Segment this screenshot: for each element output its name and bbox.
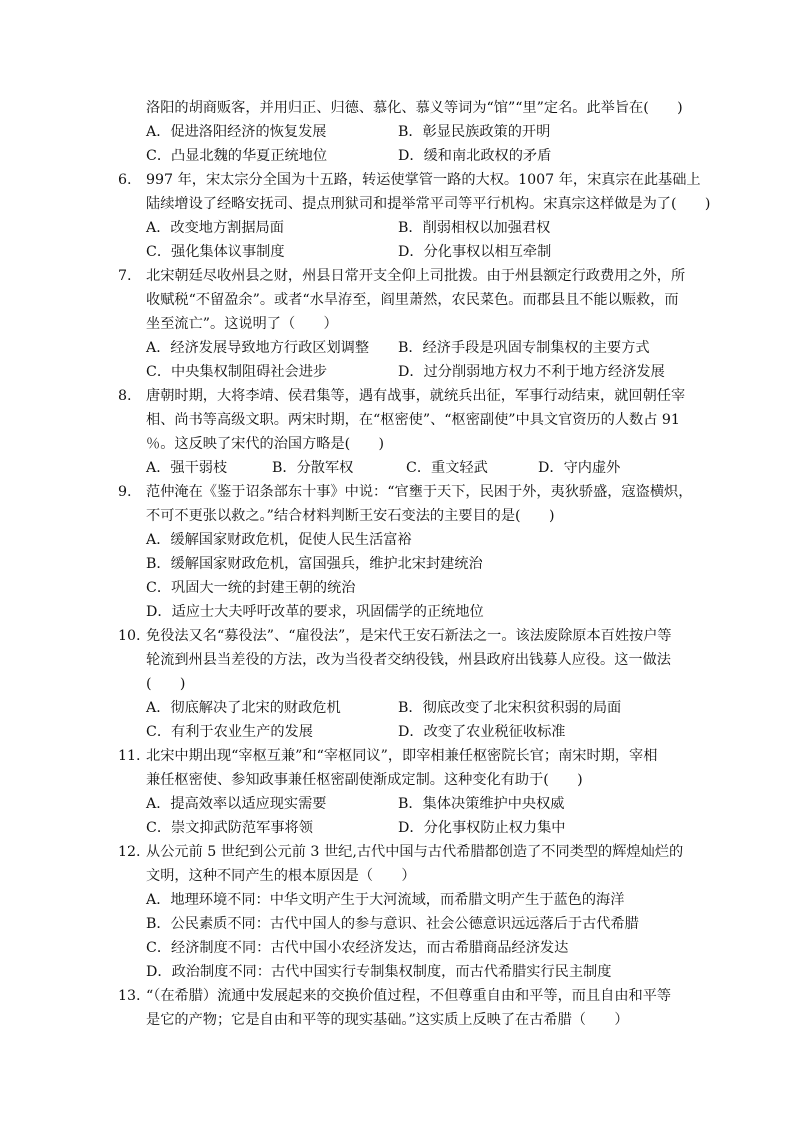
question-stem-line: 北宋中期出现“宰枢互兼”和“宰枢同议”，即宰相兼任枢密院长官；南宋时期，宰相 [146, 748, 658, 764]
question-stem-line: 范仲淹在《鉴于诏条部东十事》中说：“官壅于天下，民困于外，夷狄骄盛，寇盗横炽， [146, 484, 693, 500]
option-row [118, 360, 678, 384]
option-d[interactable]: D．适应士大夫呼吁改革的要求，巩固儒学的正统地位 [146, 604, 484, 620]
option-d[interactable]: D．缓和南北政权的矛盾 [398, 148, 552, 164]
option-c[interactable]: C．凸显北魏的华夏正统地位 [146, 148, 328, 164]
question-stem-line: 从公元前 5 世纪到公元前 3 世纪,古代中国与古代希腊都创造了不同类型的辉煌灿烂的 [146, 844, 684, 860]
question-7 [118, 264, 686, 384]
option-row [118, 792, 678, 816]
option-d[interactable]: D．过分削弱地方权力不利于地方经济发展 [398, 364, 665, 380]
question-10 [118, 624, 678, 744]
option-b[interactable]: B．削弱相权以加强君权 [398, 220, 551, 236]
option-b[interactable]: B．集体决策维护中央权威 [398, 796, 565, 812]
option-row [118, 144, 678, 168]
question-number: 9. [118, 484, 132, 500]
option-c[interactable]: C．崇文抑武防范军事将领 [146, 820, 313, 836]
option-row [118, 816, 678, 840]
option-c[interactable]: C．有利于农业生产的发展 [146, 724, 313, 740]
option-c[interactable]: C．经济制度不同：古代中国小农经济发达，而古希腊商品经济发达 [146, 940, 569, 956]
question-number: 11. [118, 748, 141, 764]
question-stem-line: ( ) [146, 676, 186, 692]
question-stem-line: 北宋朝廷尽收州县之财，州县日常开支全仰上司批拨。由于州县额定行政费用之外，所 [146, 268, 686, 284]
option-row [118, 216, 678, 240]
question-11 [118, 744, 678, 840]
option-row [118, 336, 678, 360]
option-d[interactable]: D．分化事权以相互牵制 [398, 244, 552, 260]
question-stem-line: 兼任枢密使、参知政事兼任枢密副使渐成定制。这种变化有助于( ) [146, 772, 583, 788]
question-number: 12. [118, 844, 141, 860]
question-stem-line: 唐朝时期，大将李靖、侯君集等，遇有战事，就统兵出征，军事行动结束，就回朝任宰 [146, 388, 686, 404]
option-a[interactable]: A．地理环境不同：中华文明产生于大河流域，而希腊文明产生于蓝色的海洋 [146, 892, 625, 908]
option-row [118, 720, 678, 744]
question-stem-line: 997 年，宋太宗分全国为十五路，转运使掌管一路的大权。1007 年，宋真宗在此基础上 [146, 172, 701, 188]
question-stem-line: ％。这反映了宋代的治国方略是( ) [146, 436, 385, 452]
question-13 [118, 984, 678, 1032]
option-row [118, 456, 678, 480]
option-a[interactable]: A．彻底解决了北宋的财政危机 [146, 700, 341, 716]
question-12 [118, 840, 684, 984]
question-stem-line: 陆续增设了经略安抚司、提点刑狱司和提举常平司等平行机构。宋真宗这样做是为了( ) [146, 196, 711, 212]
option-a[interactable]: A．改变地方割据局面 [146, 220, 284, 236]
question-8 [118, 384, 686, 480]
option-b[interactable]: B．公民素质不同：古代中国人的参与意识、社会公德意识远远落后于古代希腊 [146, 916, 639, 932]
option-c[interactable]: C．强化集体议事制度 [146, 244, 285, 260]
option-d[interactable]: D．改变了农业税征收标准 [398, 724, 566, 740]
question-number: 13. [118, 988, 141, 1004]
question-number: 6. [118, 172, 132, 188]
option-a[interactable]: A．缓解国家财政危机，促使人民生活富裕 [146, 532, 412, 548]
option-b[interactable]: B．彰显民族政策的开明 [398, 124, 551, 140]
question-stem-line: 相、尚书等高级文职。两宋时期，在“枢密使”、“枢密副使”中具文官资历的人数占 91 [146, 412, 680, 428]
option-c[interactable]: C．重文轻武 [406, 460, 488, 476]
option-row [118, 240, 678, 264]
option-row [118, 696, 678, 720]
option-b[interactable]: B．缓解国家财政危机，富国强兵，维护北宋封建统治 [146, 556, 483, 572]
question-stem-line: 文明，这种不同产生的根本原因是（ ） [146, 868, 416, 884]
question-stem-line: 洛阳的胡商贩客，并用归正、归德、慕化、慕义等词为“馆”“里”定名。此举旨在( ) [146, 100, 683, 116]
question-number: 7. [118, 268, 132, 284]
question-stem-line: 坐至流亡”。这说明了（ ） [146, 316, 338, 332]
option-row [118, 120, 678, 144]
question-number: 10. [118, 628, 141, 644]
option-c[interactable]: C．巩固大一统的封建王朝的统治 [146, 580, 356, 596]
question-stem-line: 收赋税“不留盈余”。或者“水旱洊至，阎里萧然，农民菜色。而郡县且不能以赈救，而 [146, 292, 679, 308]
option-d[interactable]: D．政治制度不同：古代中国实行专制集权制度，而古代希腊实行民主制度 [146, 964, 612, 980]
question-5-continued [118, 96, 683, 168]
option-a[interactable]: A．促进洛阳经济的恢复发展 [146, 124, 327, 140]
question-number: 8. [118, 388, 132, 404]
option-d[interactable]: D．分化事权防止权力集中 [398, 820, 566, 836]
option-a[interactable]: A．强干弱枝 [146, 460, 228, 476]
question-stem-line: 免役法又名“募役法”、“雇役法”，是宋代王安石新法之一。该法废除原本百姓按户等 [146, 628, 672, 644]
question-stem-line: 轮流到州县当差役的方法，改为当役者交纳役钱，州县政府出钱募人应役。这一做法 [146, 652, 671, 668]
question-6 [118, 168, 711, 264]
option-b[interactable]: B．经济手段是巩固专制集权的主要方式 [398, 340, 650, 356]
question-stem-line: 不可不更张以救之。”结合材料判断王安石变法的主要目的是( ) [146, 508, 555, 524]
option-b[interactable]: B．彻底改变了北宋积贫积弱的局面 [398, 700, 622, 716]
question-9 [118, 480, 693, 624]
option-a[interactable]: A．提高效率以适应现实需要 [146, 796, 327, 812]
option-a[interactable]: A．经济发展导致地方行政区划调整 [146, 340, 370, 356]
question-stem-line: “（在希腊）流通中发展起来的交换价值过程，不但尊重自由和平等，而且自由和平等 [146, 988, 672, 1004]
question-stem-line: 是它的产物；它是自由和平等的现实基础。”这实质上反映了在古希腊（ ） [146, 1012, 629, 1028]
option-d[interactable]: D．守内虚外 [538, 460, 621, 476]
option-b[interactable]: B．分散军权 [272, 460, 354, 476]
option-c[interactable]: C．中央集权制阻碍社会进步 [146, 364, 328, 380]
